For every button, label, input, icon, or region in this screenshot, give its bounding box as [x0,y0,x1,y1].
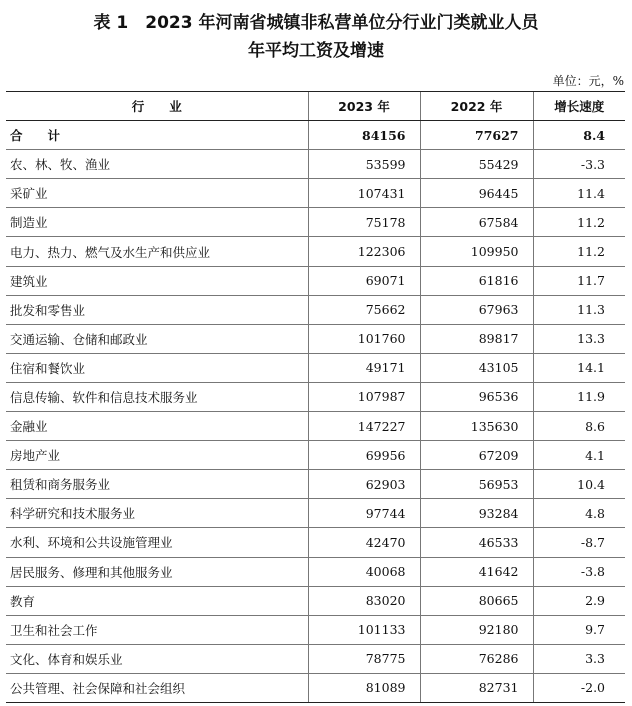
wage-2022: 96536 [420,382,533,411]
wage-2023: 107987 [308,382,420,411]
wage-2023: 53599 [308,150,420,179]
growth-rate: 2.9 [533,586,625,615]
growth-rate: 11.2 [533,237,625,266]
wage-2022: 55429 [420,150,533,179]
industry-name: 教育 [6,586,308,615]
industry-name: 水利、环境和公共设施管理业 [6,528,308,557]
wage-2022: 93284 [420,499,533,528]
wage-2023: 83020 [308,586,420,615]
wage-2022: 82731 [420,673,533,702]
industry-name: 金融业 [6,412,308,441]
table-row [6,353,625,382]
table-row [6,528,625,557]
wage-2023: 107431 [308,179,420,208]
wage-2023: 69071 [308,266,420,295]
wage-2022: 61816 [420,266,533,295]
table-row [6,586,625,615]
table-row [6,615,625,644]
wage-2022: 56953 [420,470,533,499]
growth-rate: 10.4 [533,470,625,499]
table-row [6,237,625,266]
industry-name: 租赁和商务服务业 [6,470,308,499]
table-row [6,470,625,499]
table-row [6,150,625,179]
total-row [6,121,625,150]
industry-name: 文化、体育和娱乐业 [6,644,308,673]
industry-name: 公共管理、社会保障和社会组织 [6,673,308,702]
header-2022: 2022 年 [420,92,533,121]
table-title-line-2: 年平均工资及增速 [248,41,384,61]
wage-2022: 135630 [420,412,533,441]
wage-2022: 43105 [420,353,533,382]
industry-name: 建筑业 [6,266,308,295]
wage-2022: 67963 [420,295,533,324]
growth-rate: 11.4 [533,179,625,208]
industry-name: 科学研究和技术服务业 [6,499,308,528]
growth-rate: 11.9 [533,382,625,411]
header-industry: 行 业 [6,92,308,121]
industry-name: 农、林、牧、渔业 [6,150,308,179]
table-row [6,179,625,208]
wage-2022: 67209 [420,441,533,470]
wage-2023: 78775 [308,644,420,673]
header-row [6,92,625,121]
growth-rate: 4.8 [533,499,625,528]
growth-rate: 11.2 [533,208,625,237]
table-row [6,644,625,673]
table-row [6,266,625,295]
header-growth: 增长速度 [533,92,625,121]
total-2022: 77627 [420,121,533,150]
total-growth: 8.4 [533,121,625,150]
table-title-line-1: 表 1 2023 年河南省城镇非私营单位分行业门类就业人员 [93,13,539,33]
growth-rate: 11.7 [533,266,625,295]
wage-2023: 97744 [308,499,420,528]
industry-name: 批发和零售业 [6,295,308,324]
wage-2023: 75178 [308,208,420,237]
wage-2023: 49171 [308,353,420,382]
growth-rate: 11.3 [533,295,625,324]
wage-2023: 42470 [308,528,420,557]
wage-2022: 41642 [420,557,533,586]
wage-2022: 67584 [420,208,533,237]
table-row [6,295,625,324]
industry-name: 电力、热力、燃气及水生产和供应业 [6,237,308,266]
growth-rate: 9.7 [533,615,625,644]
wage-2022: 80665 [420,586,533,615]
wage-2022: 96445 [420,179,533,208]
table-row [6,499,625,528]
growth-rate: -2.0 [533,673,625,702]
wage-2023: 101760 [308,324,420,353]
industry-name: 房地产业 [6,441,308,470]
industry-name: 交通运输、仓储和邮政业 [6,324,308,353]
total-2023: 84156 [308,121,420,150]
header-2023: 2023 年 [308,92,420,121]
wage-2023: 81089 [308,673,420,702]
wage-2023: 69956 [308,441,420,470]
industry-name: 采矿业 [6,179,308,208]
table-row [6,412,625,441]
wage-2023: 75662 [308,295,420,324]
wage-2023: 62903 [308,470,420,499]
industry-name: 卫生和社会工作 [6,615,308,644]
growth-rate: -3.3 [533,150,625,179]
industry-name: 信息传输、软件和信息技术服务业 [6,382,308,411]
industry-name: 居民服务、修理和其他服务业 [6,557,308,586]
growth-rate: 4.1 [533,441,625,470]
table-row [6,441,625,470]
wage-2023: 147227 [308,412,420,441]
growth-rate: -3.8 [533,557,625,586]
wage-2022: 92180 [420,615,533,644]
wage-2023: 101133 [308,615,420,644]
wage-2023: 40068 [308,557,420,586]
table-row [6,382,625,411]
wage-2022: 46533 [420,528,533,557]
industry-name: 住宿和餐饮业 [6,353,308,382]
industry-name: 制造业 [6,208,308,237]
table-row [6,208,625,237]
wage-2022: 89817 [420,324,533,353]
wage-2022: 109950 [420,237,533,266]
growth-rate: 13.3 [533,324,625,353]
total-label: 合 计 [6,121,308,150]
growth-rate: 3.3 [533,644,625,673]
wage-table [6,91,625,703]
growth-rate: 14.1 [533,353,625,382]
wage-2022: 76286 [420,644,533,673]
growth-rate: 8.6 [533,412,625,441]
table-row [6,557,625,586]
table-row [6,324,625,353]
unit-note: 单位：元，% [552,74,624,88]
wage-2023: 122306 [308,237,420,266]
growth-rate: -8.7 [533,528,625,557]
table-row [6,673,625,702]
